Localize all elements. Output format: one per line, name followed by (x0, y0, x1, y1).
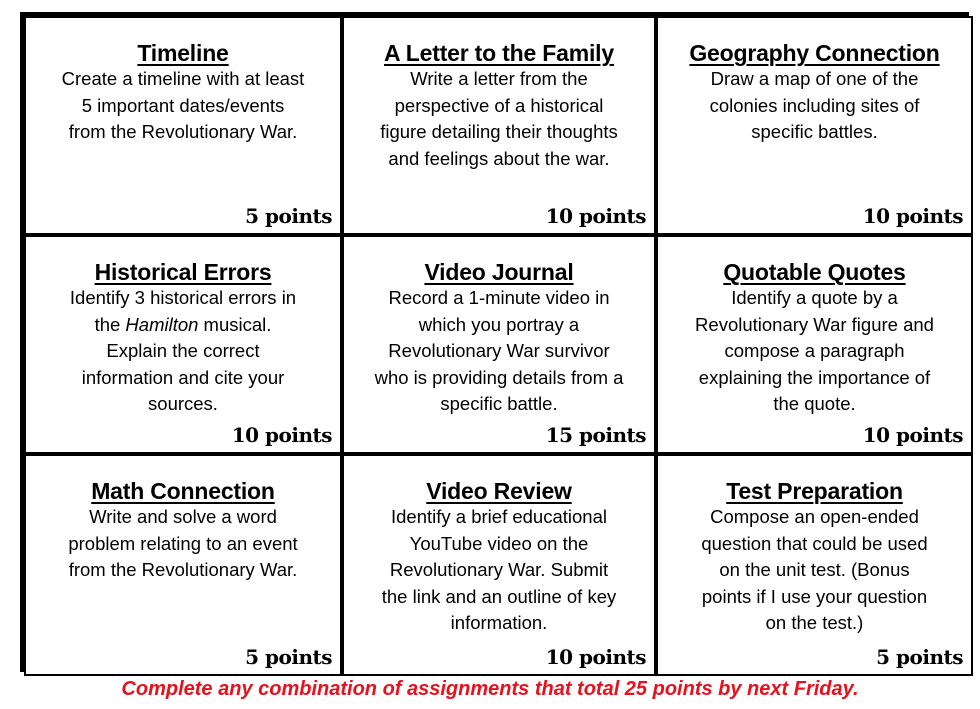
cell-title: Math Connection (91, 478, 275, 504)
description-text: musical. (198, 313, 272, 335)
cell-test-preparation (656, 454, 973, 676)
cell-description (36, 285, 330, 418)
description-line: Identify a quote by a (731, 287, 898, 308)
description-line: YouTube video on the (409, 532, 589, 554)
description-line: Identify a brief educational (391, 506, 607, 527)
cell-description (36, 504, 330, 584)
description-line: Revolutionary War survivor (388, 340, 610, 361)
cell-timeline (24, 16, 342, 235)
description-text: the (94, 313, 126, 335)
description-line: the link and an outline of key (381, 585, 617, 607)
choice-board-grid (20, 12, 969, 672)
cell-video-review (342, 454, 656, 676)
cell-title: Video Review (426, 478, 572, 504)
points-label: 10 points (545, 645, 646, 669)
cell-historical-errors (24, 235, 342, 454)
points-label: 15 points (545, 423, 646, 447)
points-label: 10 points (545, 204, 646, 228)
description-line: and feelings about the war. (388, 147, 610, 169)
description-line: figure detailing their thoughts (380, 121, 618, 142)
cell-description (354, 504, 644, 637)
description-line (36, 312, 330, 339)
cell-letter-to-family (342, 16, 656, 235)
description-line: Revolutionary War. Submit (389, 559, 609, 580)
description-line: who is providing details from a (374, 366, 624, 388)
cell-description (354, 285, 644, 418)
cell-description (668, 66, 961, 146)
cell-video-journal (342, 235, 656, 454)
cell-title: Video Journal (424, 259, 574, 285)
description-line: the quote. (773, 393, 856, 414)
description-line: question that could be used (701, 532, 928, 554)
description-line: Explain the correct (106, 340, 260, 361)
cell-description (354, 66, 644, 172)
description-line: Revolutionary War figure and (695, 313, 934, 335)
cell-title: A Letter to the Family (384, 40, 614, 66)
description-line: Draw a map of one of the (710, 68, 919, 89)
cell-title: Timeline (137, 40, 229, 66)
cell-geography-connection (656, 16, 973, 235)
description-line: Compose an open-ended (710, 506, 919, 527)
points-label: 10 points (862, 423, 963, 447)
description-line: Create a timeline with at least (61, 68, 305, 89)
description-line: Record a 1-minute video in (388, 287, 610, 308)
description-line: Identify 3 historical errors in (69, 287, 297, 308)
footer-instructions: Complete any combination of assignments that total 25 points by next Friday. (121, 678, 859, 700)
description-line: from the Revolutionary War. (68, 121, 298, 142)
cell-title: Quotable Quotes (723, 259, 906, 285)
cell-math-connection (24, 454, 342, 676)
description-line: Write a letter from the (410, 68, 588, 89)
description-line: sources. (148, 393, 218, 414)
description-line: 5 important dates/events (81, 94, 285, 116)
cell-title: Historical Errors (94, 259, 272, 285)
description-line: points if I use your question (701, 585, 928, 607)
description-line: information and cite your (81, 366, 285, 388)
description-line: problem relating to an event (68, 532, 298, 554)
description-line: which you portray a (418, 313, 580, 335)
description-line: on the unit test. (Bonus (719, 559, 910, 580)
points-label: 5 points (245, 204, 332, 228)
points-label: 5 points (245, 645, 332, 669)
description-line: from the Revolutionary War. (68, 559, 298, 580)
musical-title: Hamilton (125, 313, 199, 335)
cell-title: Test Preparation (726, 478, 903, 504)
cell-quotable-quotes (656, 235, 973, 454)
cell-description (668, 504, 961, 637)
description-line: on the test.) (765, 612, 864, 633)
description-line: information. (450, 612, 548, 633)
description-line: Write and solve a word (89, 506, 277, 527)
description-line: compose a paragraph (724, 340, 905, 361)
cell-description (36, 66, 330, 146)
cell-description (668, 285, 961, 418)
description-line: specific battle. (440, 393, 558, 414)
points-label: 10 points (231, 423, 332, 447)
points-label: 10 points (862, 204, 963, 228)
description-line: explaining the importance of (698, 366, 931, 388)
description-line: perspective of a historical (394, 94, 604, 116)
points-label: 5 points (876, 645, 963, 669)
description-line: colonies including sites of (709, 94, 920, 116)
description-line: specific battles. (751, 121, 878, 142)
cell-title: Geography Connection (689, 40, 940, 66)
